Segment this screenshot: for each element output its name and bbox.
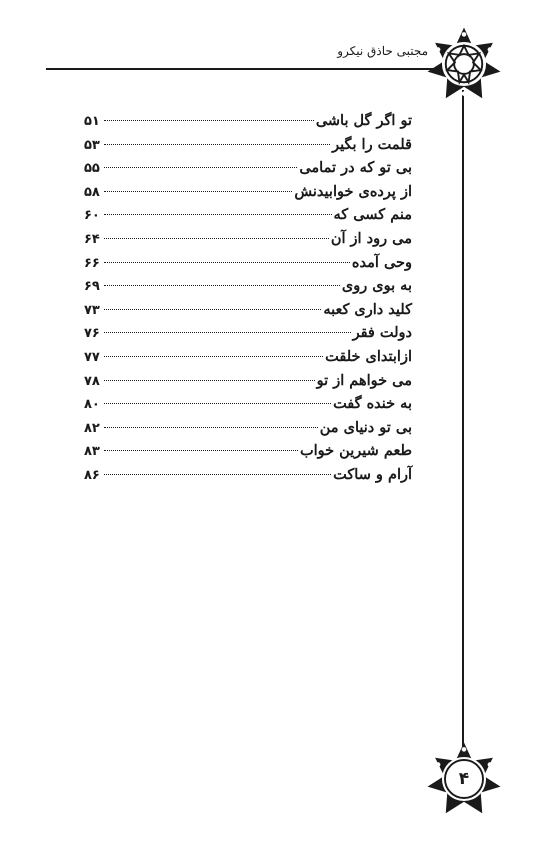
toc-entry-title: وحی آمده: [351, 253, 412, 271]
toc-entry-page: ۸۶: [84, 467, 100, 483]
toc-entry[interactable]: [84, 348, 412, 372]
toc-entry-title: می رود از آن: [330, 229, 412, 247]
toc-leader-dots: [104, 144, 330, 145]
toc-entry-page: ۵۵: [84, 161, 100, 177]
toc-entry-title: طعم شیرین خواب: [299, 442, 412, 460]
toc-entry[interactable]: [84, 230, 412, 254]
toc-leader-dots: [104, 214, 332, 215]
toc-entry-page: ۵۱: [84, 114, 100, 129]
toc-leader-dots: [104, 262, 350, 263]
toc-entry-title: کلید داری کعبه: [323, 300, 412, 318]
toc-entry[interactable]: [84, 136, 412, 160]
toc-entry-page: ۶۰: [84, 208, 100, 224]
toc-leader-dots: [104, 403, 331, 404]
toc-leader-dots: [104, 191, 292, 192]
toc-entry-page: ۷۷: [84, 349, 100, 365]
toc-entry-title: منم کسی که: [333, 206, 412, 224]
toc-leader-dots: [104, 309, 321, 310]
toc-entry-page: ۸۳: [84, 444, 100, 460]
toc-leader-dots: [104, 474, 331, 475]
toc-entry[interactable]: [84, 466, 412, 490]
toc-entry-page: ۷۸: [84, 373, 100, 389]
toc-entry-title: به بوی روی: [341, 277, 412, 295]
toc-entry-title: می خواهم از تو: [316, 371, 412, 389]
toc-entry[interactable]: [84, 324, 412, 348]
page-number: ۴: [458, 769, 470, 789]
toc-entry[interactable]: [84, 301, 412, 325]
toc-entry-page: ۶۹: [84, 279, 100, 295]
toc-entry-title: قلمت را بگیر: [332, 135, 412, 153]
toc-entry[interactable]: [84, 206, 412, 230]
toc-leader-dots: [104, 120, 314, 121]
toc-entry[interactable]: [84, 395, 412, 419]
toc-entry-title: به خنده گفت: [333, 395, 412, 413]
toc-entry[interactable]: [84, 183, 412, 207]
margin-rule: [462, 90, 464, 750]
toc-entry-title: تو اگر گل باشی: [315, 112, 412, 129]
arabesque-star-icon: [426, 26, 502, 102]
toc-entry-page: ۶۴: [84, 231, 100, 247]
table-of-contents: [84, 112, 412, 490]
toc-entry-page: ۸۰: [84, 397, 100, 413]
toc-leader-dots: [104, 285, 340, 286]
toc-entry-page: ۷۶: [84, 326, 100, 342]
toc-entry-title: دولت فقر: [352, 324, 412, 342]
toc-entry-title: بی تو که در تمامی: [299, 159, 412, 177]
toc-entry[interactable]: [84, 159, 412, 183]
toc-entry-page: ۸۲: [84, 420, 100, 436]
toc-entry-title: از پرده‌ی خوابیدنش: [294, 182, 412, 200]
toc-leader-dots: [104, 427, 318, 428]
toc-entry-page: ۵۸: [84, 184, 100, 200]
toc-entry-page: ۷۳: [84, 302, 100, 318]
toc-entry[interactable]: [84, 277, 412, 301]
toc-entry[interactable]: [84, 372, 412, 396]
toc-leader-dots: [104, 450, 298, 451]
toc-entry[interactable]: [84, 254, 412, 278]
toc-leader-dots: [104, 332, 351, 333]
toc-leader-dots: [104, 356, 323, 357]
header-author: مجتبی حاذق نیکرو: [337, 44, 428, 58]
toc-entry-title: ازابتدای خلقت: [325, 347, 412, 365]
toc-entry-page: ۵۳: [84, 137, 100, 153]
toc-entry[interactable]: [84, 419, 412, 443]
toc-entry[interactable]: [84, 112, 412, 136]
toc-leader-dots: [104, 238, 329, 239]
toc-entry-title: بی تو دنیای من: [319, 418, 412, 436]
toc-leader-dots: [104, 167, 297, 168]
toc-entry-title: آرام و ساکت: [333, 465, 412, 483]
toc-entry[interactable]: [84, 442, 412, 466]
header-rule: [46, 68, 434, 70]
toc-entry-page: ۶۶: [84, 255, 100, 271]
toc-leader-dots: [104, 380, 315, 381]
